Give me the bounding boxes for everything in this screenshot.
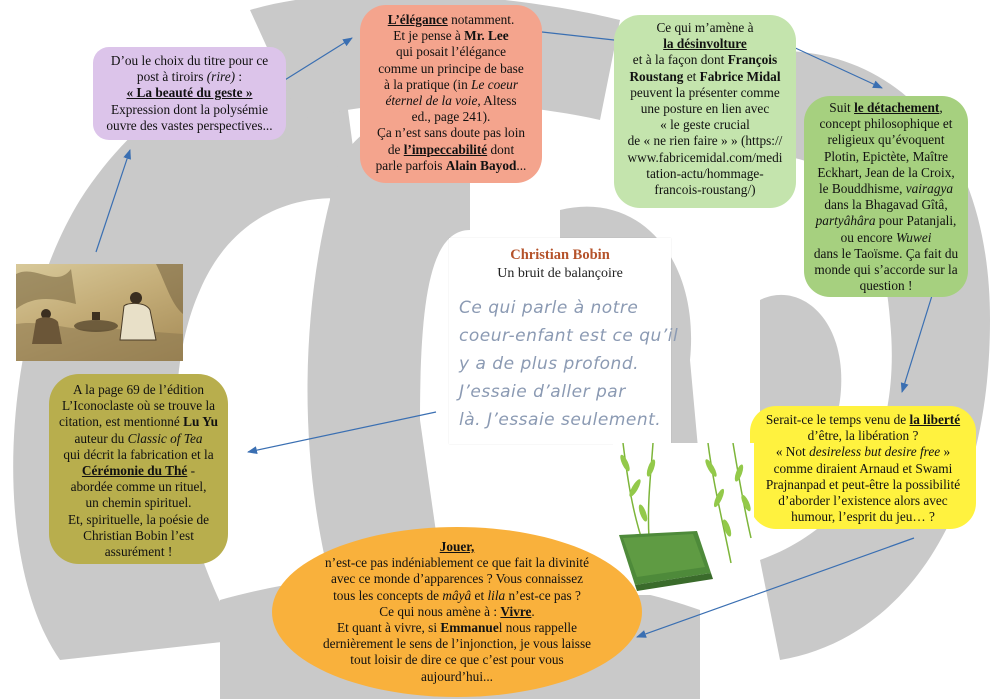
liberte-line3a: « Not	[775, 444, 810, 460]
elegance-line10c: ...	[516, 157, 527, 173]
desinvolture-line7: « le geste crucial	[660, 117, 750, 133]
desinvolture-line6: une posture en lien avec	[640, 101, 770, 117]
liberte-line1a: Serait-ce le temps venu de	[765, 412, 910, 427]
detachement-line5: Eckhart, Jean de la Croix,	[817, 164, 955, 180]
elegance-impeccabilite: l’impeccabilité	[403, 141, 488, 157]
detachement-line11: monde qui s’accorde sur la	[814, 262, 958, 278]
page69-line6	[57, 463, 220, 479]
bubble-elegance	[360, 5, 542, 183]
desinvolture-line3	[622, 52, 788, 68]
desinvolture-line11: francois-roustang/)	[654, 182, 756, 198]
jouer-line7: dernièrement le sens de l’injonction, je vous laisse	[322, 636, 592, 652]
elegance-line3: qui posait l’élégance	[395, 44, 507, 60]
jouer-vivre: Vivre	[500, 603, 532, 619]
book-handwriting-line3: y a de plus profond.	[459, 354, 640, 374]
bubble-titre	[93, 47, 286, 140]
jouer-line1	[312, 539, 602, 555]
bubble-jouer	[272, 527, 642, 697]
liberte-line4: comme diraient Arnaud et Swami	[773, 460, 953, 476]
jouer-line4a: tous les concepts de	[333, 587, 443, 603]
bubble-liberte	[750, 406, 976, 529]
elegance-line10	[368, 158, 534, 174]
page69-lu-yu: Lu Yu	[183, 414, 218, 430]
book-handwriting-line2: coeur-enfant est ce qu’il	[459, 326, 679, 346]
detachement-line12: question !	[859, 278, 913, 294]
titre-line3	[101, 85, 278, 101]
desinvolture-keyword: la désinvolture	[663, 36, 747, 52]
bubble-page69	[49, 374, 228, 564]
elegance-line6a: éternel de la voie	[385, 93, 478, 109]
detachement-line1	[812, 100, 960, 116]
page69-classic-of-tea: Classic of Tea	[127, 430, 203, 446]
page69-line2: L’Iconoclaste où se trouve la	[61, 398, 216, 414]
liberte-line2: d’être, la libération ?	[807, 428, 919, 444]
jouer-line4e: n’est-ce pas ?	[505, 587, 581, 603]
page69-ceremonie: Cérémonie du Thé	[81, 463, 188, 479]
bubble-desinvolture	[614, 15, 796, 208]
detachement-line10: dans le Taoïsme. Ça fait du	[813, 245, 959, 261]
desinvolture-roustang: Roustang	[629, 68, 684, 84]
detachement-keyword: le détachement	[854, 100, 940, 115]
page69-line9: Et, spirituelle, la poésie de	[67, 511, 210, 527]
elegance-line10a: parle parfois	[375, 157, 446, 173]
liberte-line5: Prajnanpad et peut-être la possibilité	[765, 476, 961, 492]
detachement-line2: concept philosophique et	[819, 116, 953, 132]
detachement-vairagya: vairagya	[905, 181, 954, 197]
book-title: Un bruit de balançoire	[497, 266, 623, 281]
page69-line7: abordée comme un rituel,	[70, 479, 207, 495]
page69-line3a: citation, est mentionné	[59, 414, 184, 430]
jouer-line5	[312, 604, 602, 620]
liberte-line3c: »	[940, 444, 951, 460]
titre-line2a: post à tiroirs	[136, 69, 207, 85]
desinvolture-line4b: et	[683, 68, 700, 84]
book-author: Christian Bobin	[510, 247, 610, 263]
page69-line11: assurément !	[104, 544, 173, 560]
desinvolture-francois: François	[727, 52, 778, 68]
page69-line3	[57, 414, 220, 430]
jouer-line5c: .	[531, 603, 535, 619]
elegance-line8: Ça n’est sans doute pas loin	[376, 125, 526, 141]
book-handwriting-line4: J’essaie d’aller par	[459, 382, 626, 402]
titre-expression: « La beauté du geste »	[126, 85, 253, 101]
titre-line2	[101, 69, 278, 85]
titre-line4: Expression dont la polysémie	[111, 101, 268, 117]
elegance-line6b: , Altess	[477, 93, 517, 109]
elegance-line9c: dont	[487, 141, 515, 157]
desinvolture-line1: Ce qui m’amène à	[656, 20, 754, 35]
detachement-line7: dans la Bhagavad Gîtâ,	[824, 197, 948, 213]
elegance-alain-bayod: Alain Bayod	[445, 157, 517, 173]
detachement-partyahara: partyâhâra	[815, 213, 876, 229]
desinvolture-line9: www.fabricemidal.com/medi	[627, 149, 783, 165]
detachement-line4: Plotin, Epictète, Maître	[823, 148, 949, 164]
liberte-line6: d’aborder l’existence alors avec	[778, 493, 948, 509]
jouer-line9: aujourd’hui...	[420, 668, 493, 684]
jouer-line4	[312, 588, 602, 604]
detachement-line6	[812, 181, 960, 197]
detachement-line9a: ou encore	[840, 229, 896, 245]
jouer-line3: avec ce monde d’apparences ? Vous connaissez	[330, 571, 584, 587]
elegance-line6	[368, 93, 534, 109]
painting-figures	[16, 264, 183, 361]
detachement-wuwei: Wuwei	[895, 229, 932, 245]
desinvolture-line4	[622, 69, 788, 85]
jouer-line5a: Ce qui nous amène à :	[379, 603, 501, 619]
desinvolture-line10: tation-actu/hommage-	[646, 165, 764, 181]
detachement-line8b: pour Patanjali,	[875, 213, 957, 229]
jouer-line6c: l nous rappelle	[498, 620, 578, 636]
titre-line5: ouvre des vastes perspectives...	[106, 117, 273, 133]
swing-illustration	[613, 443, 754, 595]
page69-line4	[57, 431, 220, 447]
jouer-line6a: Et quant à vivre, si	[336, 620, 441, 636]
elegance-line4: comme un principe de base	[378, 60, 524, 76]
desinvolture-line5: peuvent la présenter comme	[630, 84, 780, 100]
jouer-line6	[312, 620, 602, 636]
book-handwriting-line1: Ce qui parle à notre	[459, 298, 639, 318]
jouer-keyword: Jouer,	[439, 539, 475, 554]
elegance-line5b: Le coeur	[471, 76, 519, 92]
elegance-line5	[368, 77, 534, 93]
elegance-line7: ed., page 241).	[411, 109, 491, 125]
page69-line1: A la page 69 de l’édition	[72, 382, 205, 397]
page69-line8: un chemin spirituel.	[85, 495, 192, 511]
page69-line10: Christian Bobin l’est	[83, 527, 194, 543]
desinvolture-line2	[622, 36, 788, 52]
detachement-line6a: le Bouddhisme,	[818, 181, 906, 197]
elegance-line5a: à la pratique (in	[383, 76, 472, 92]
elegance-mr-lee: Mr. Lee	[464, 28, 509, 44]
elegance-line1	[368, 12, 534, 28]
titre-line2c: :	[235, 69, 243, 85]
detachement-line1a: Suit	[829, 100, 855, 115]
liberte-line1	[758, 412, 968, 428]
elegance-line9a: de	[387, 141, 404, 157]
jouer-maya: mâyâ	[442, 587, 472, 603]
detachement-line3: religieux qu’évoquent	[827, 132, 945, 148]
detachement-line1c: ,	[939, 100, 943, 115]
elegance-line2a: Et je pense à	[393, 28, 465, 44]
swing-drawing	[613, 443, 754, 595]
jouer-line2: n’est-ce pas indéniablement ce que fait la divinité	[325, 555, 589, 571]
page69-line6b: -	[187, 463, 196, 479]
page69-line4a: auteur du	[74, 430, 128, 446]
liberte-line7: humour, l’esprit du jeu… ?	[791, 509, 935, 525]
desinvolture-line3a: et à la façon dont	[632, 52, 728, 68]
desinvolture-fabrice-midal: Fabrice Midal	[699, 68, 781, 84]
liberte-keyword: la liberté	[909, 412, 961, 427]
jouer-lila: lila	[487, 587, 506, 603]
elegance-line1b: notamment.	[447, 12, 515, 27]
titre-line2b: (rire)	[206, 69, 236, 85]
liberte-line3	[758, 444, 968, 460]
detachement-line8	[812, 213, 960, 229]
detachement-line9	[812, 230, 960, 246]
tea-ceremony-painting	[16, 264, 183, 361]
bubble-detachement	[804, 96, 968, 297]
elegance-line9	[368, 142, 534, 158]
book-handwriting-line5: là. J’essaie seulement.	[459, 410, 662, 430]
desinvolture-line8: de « ne rien faire » » (https://	[627, 133, 783, 149]
jouer-line4c: et	[471, 587, 488, 603]
jouer-emmanuel: Emmanue	[440, 620, 499, 636]
jouer-line8: tout loisir de dire ce que c’est pour vous	[350, 652, 564, 668]
book-cover	[449, 238, 679, 444]
titre-line1: D’ou le choix du titre pour ce	[110, 53, 269, 68]
elegance-line2	[368, 28, 534, 44]
page69-line5: qui décrit la fabrication et la	[63, 446, 214, 462]
liberte-quote: desireless but desire free	[809, 444, 941, 460]
elegance-keyword: L’élégance	[387, 12, 448, 27]
